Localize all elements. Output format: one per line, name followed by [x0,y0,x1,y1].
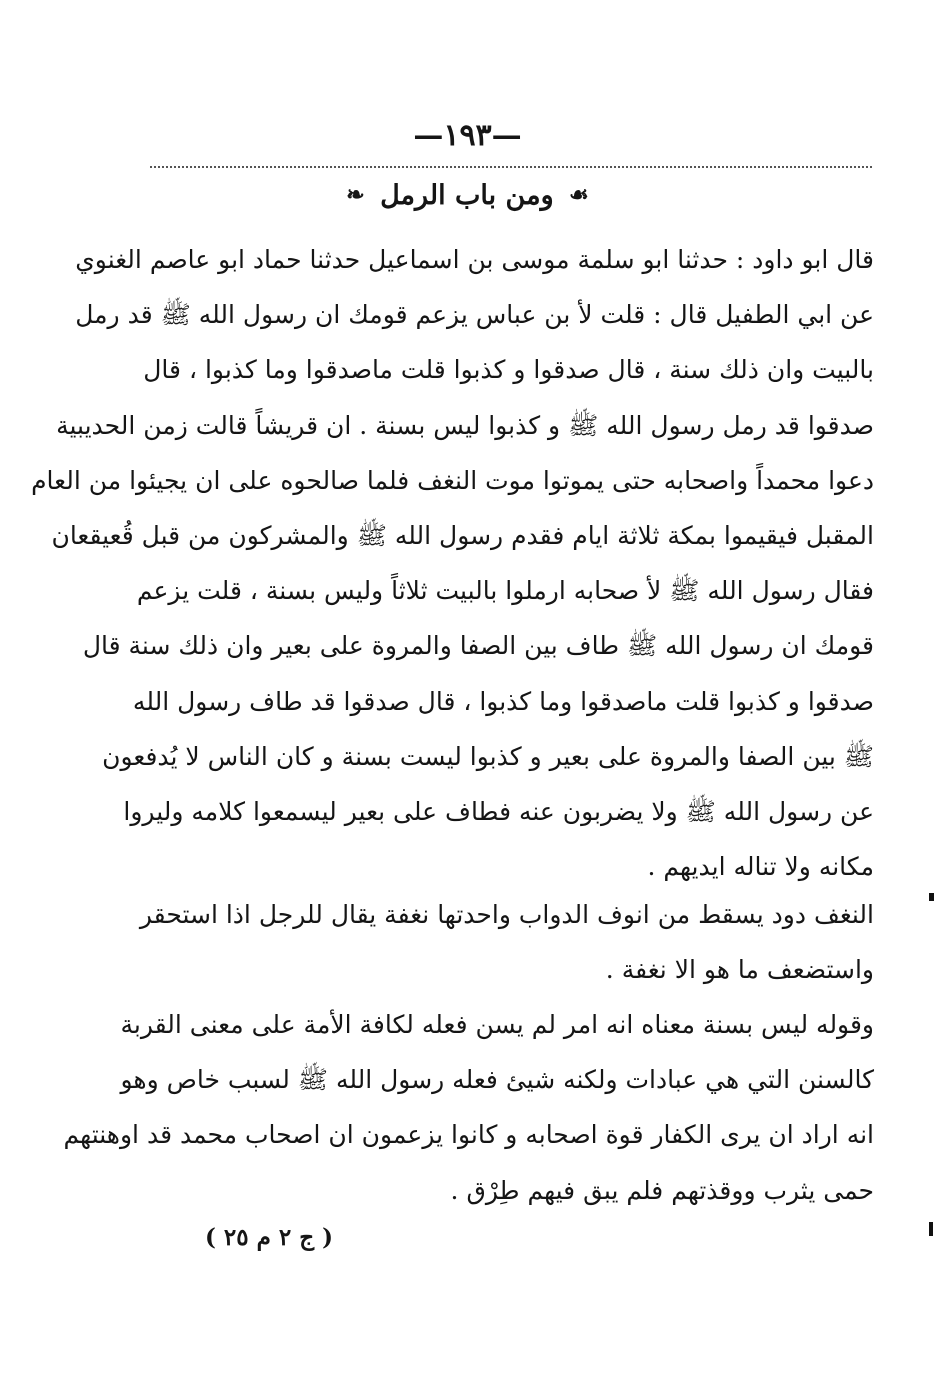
text-line: بالبيت وان ذلك سنة ، قال صدقوا و كذبوا قلت ماصدقوا وما كذبوا ، قال [143,355,874,385]
section-title: ومن باب الرمل [380,180,554,211]
text-line: صدقوا و كذبوا قلت ماصدقوا وما كذبوا ، قال صدقوا قد طاف رسول الله [132,686,874,716]
text-line: حمى يثرب ووقذتهم فلم يبق فيهم طِرْق . [450,1175,874,1205]
ornament-left-icon: ❧ [346,182,365,208]
commentary-paragraph [139,887,874,997]
page-number: —١٩٣— [413,118,522,153]
text-line: فقال رسول الله ﷺ لأ صحابه ارملوا بالبيت ثلاثاً وليس بسنة ، قلت يزعم [136,576,874,606]
text-line: انه اراد ان يرى الكفار قوة اصحابه و كانوا يزعمون ان اصحاب محمد قد اوهنتهم [63,1120,874,1150]
scan-edge-mark [929,893,934,901]
text-line: قال ابو داود : حدثنا ابو سلمة موسى بن اسماعيل حدثنا حماد ابو عاصم الغنوي [75,245,874,274]
dotted-separator [150,166,872,168]
text-line: عن ابي الطفيل قال : قلت لأ بن عباس يزعم قومك ان رسول الله ﷺ قد رمل [75,300,874,330]
scan-edge-mark [929,1222,933,1236]
text-line: المقبل فيقيموا بمكة ثلاثة ايام فقدم رسول الله ﷺ والمشركون من قبل قُعيقعان [51,520,874,550]
section-heading [0,180,935,211]
text-line: ﷺ بين الصفا والمروة على بعير و كذبوا ليست بسنة و كان الناس لا يُدفعون [102,741,874,771]
printer-signature-mark: ( ج ٢ م ٢٥ ) [205,1224,333,1251]
commentary-paragraph [63,997,874,1218]
text-line: دعوا محمداً واصحابه حتى يموتوا موت النغف فلما صالحوه على ان يجيئوا من العام [31,465,874,495]
text-line: كالسنن التي هي عبادات ولكنه شيئ فعله رسول الله ﷺ لسبب خاص وهو [120,1065,874,1095]
text-line: النغف دود يسقط من انوف الدواب واحدتها نغفة يقال للرجل اذا استحقر [139,900,874,929]
hadith-paragraph [31,232,874,894]
ornament-right-icon: ☙ [569,182,589,208]
text-line: واستضعف ما هو الا نغفة . [605,955,874,985]
text-line: وقوله ليس بسنة معناه انه امر لم يسن فعله لكافة الأمة على معنى القربة [120,1010,874,1039]
text-line: صدقوا قد رمل رسول الله ﷺ و كذبوا ليس بسنة . ان قريشاً قالت زمن الحديبية [56,410,874,440]
text-line: قومك ان رسول الله ﷺ طاف بين الصفا والمروة على بعير وان ذلك سنة قال [82,631,874,661]
text-line: عن رسول الله ﷺ ولا يضربون عنه فطاف على بعير ليسمعوا كلامه وليروا [123,796,874,826]
text-line: مكانه ولا تناله ايديهم . [647,852,874,882]
